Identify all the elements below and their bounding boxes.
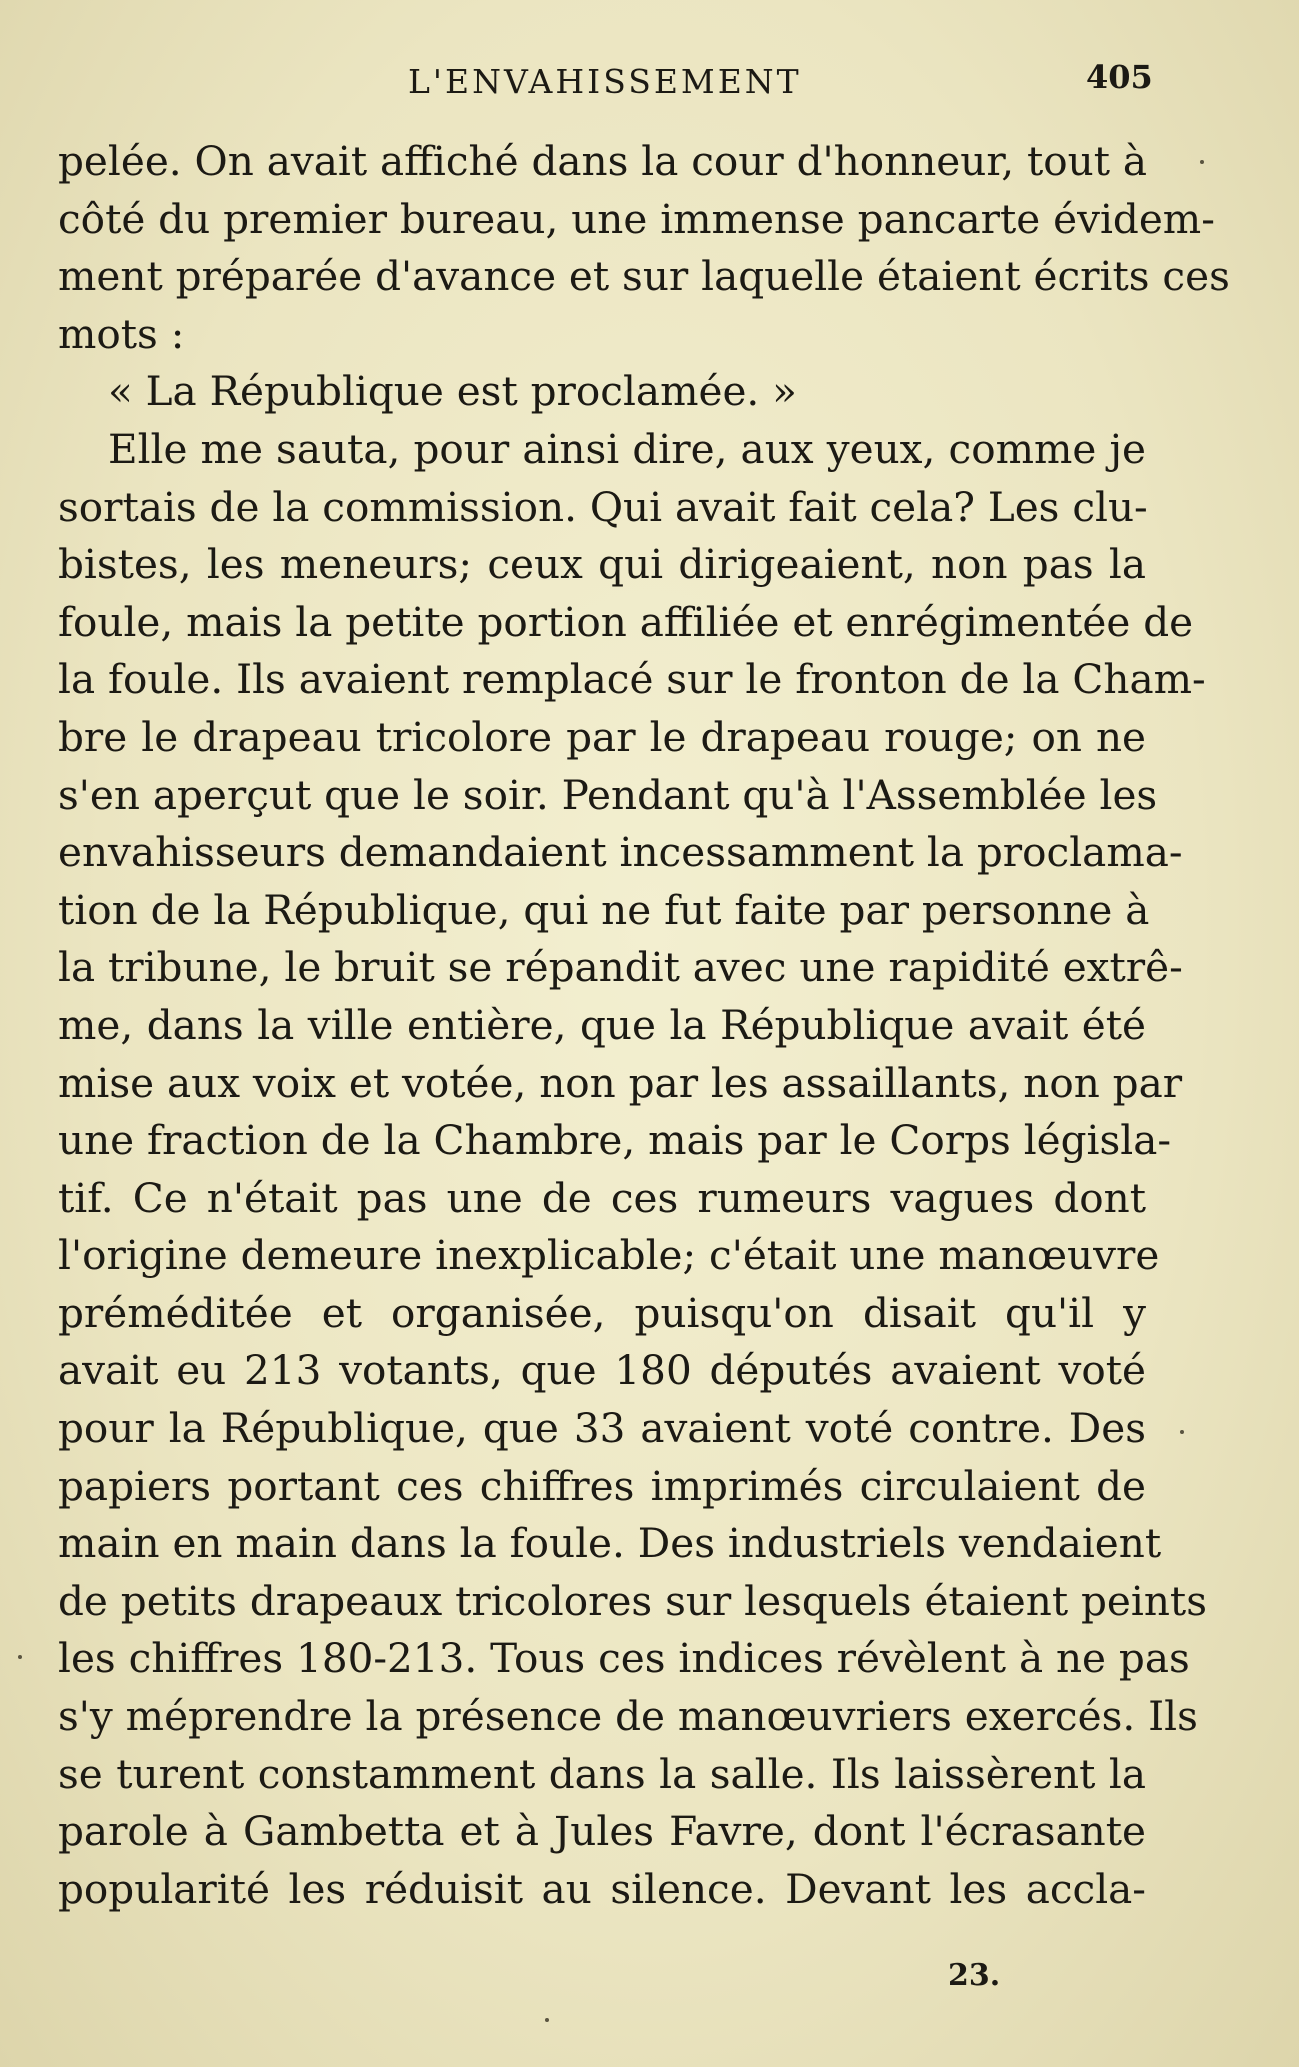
text-line: s'en aperçut que le soir. Pendant qu'à l'Assemblée les xyxy=(58,770,1158,819)
text-line: les chiffres 180-213. Tous ces indices révèlent à ne pas xyxy=(58,1634,1190,1683)
text-line: pour la République, que 33 avaient voté contre. Des xyxy=(58,1404,1146,1453)
paper-speck xyxy=(1180,1430,1184,1434)
text-line: papiers portant ces chiffres imprimés circulaient de xyxy=(58,1461,1146,1510)
quoted-line: « La République est proclamée. » xyxy=(108,367,797,416)
text-line: popularité les réduisit au silence. Devant les accla- xyxy=(58,1864,1146,1913)
text-line: se turent constamment dans la salle. Ils laissèrent la xyxy=(58,1749,1146,1798)
text-line: sortais de la commission. Qui avait fait cela? Les clu- xyxy=(58,482,1148,531)
text-line: tion de la République, qui ne fut faite par personne à xyxy=(58,885,1150,934)
text-line: une fraction de la Chambre, mais par le Corps législa- xyxy=(58,1116,1172,1165)
text-line: ment préparée d'avance et sur laquelle étaient écrits ces xyxy=(58,252,1230,301)
paper-speck xyxy=(1200,160,1204,164)
text-line: parole à Gambetta et à Jules Favre, dont l'écrasante xyxy=(58,1807,1146,1856)
text-line: la foule. Ils avaient remplacé sur le fronton de la Cham- xyxy=(58,655,1206,704)
text-line: me, dans la ville entière, que la République avait été xyxy=(58,1000,1146,1049)
text-line: main en main dans la foule. Des industriels vendaient xyxy=(58,1519,1162,1568)
text-line: la tribune, le bruit se répandit avec une rapidité extrê- xyxy=(58,943,1183,992)
text-line: tif. Ce n'était pas une de ces rumeurs vagues dont xyxy=(58,1173,1146,1222)
paper-speck xyxy=(545,2018,549,2022)
text-line: côté du premier bureau, une immense pancarte évidem- xyxy=(58,194,1215,243)
text-line: bre le drapeau tricolore par le drapeau rouge; on ne xyxy=(58,712,1146,761)
running-title: L'ENVAHISSEMENT xyxy=(408,62,802,101)
page-number: 405 xyxy=(1086,58,1153,96)
paper-speck xyxy=(18,1655,22,1659)
signature-mark: 23. xyxy=(948,1958,1001,1993)
text-line: mise aux voix et votée, non par les assaillants, non par xyxy=(58,1058,1183,1107)
text-line: de petits drapeaux tricolores sur lesquels étaient peints xyxy=(58,1576,1207,1625)
text-line: avait eu 213 votants, que 180 députés avaient voté xyxy=(58,1346,1146,1395)
page-header xyxy=(0,58,1299,108)
text-line: Elle me sauta, pour ainsi dire, aux yeux, comme je xyxy=(108,424,1146,473)
text-line: bistes, les meneurs; ceux qui dirigeaient, non pas la xyxy=(58,540,1146,589)
text-line: s'y méprendre la présence de manœuvriers exercés. Ils xyxy=(58,1692,1198,1741)
text-line: pelée. On avait affiché dans la cour d'honneur, tout à xyxy=(58,137,1148,185)
text-line: préméditée et organisée, puisqu'on disait qu'il y xyxy=(58,1288,1146,1337)
text-line: mots : xyxy=(58,309,185,358)
text-line: l'origine demeure inexplicable; c'était une manœuvre xyxy=(58,1231,1160,1280)
body-text xyxy=(58,133,1230,1918)
text-line: foule, mais la petite portion affiliée et enrégimentée de xyxy=(58,597,1194,646)
text-line: envahisseurs demandaient incessamment la proclama- xyxy=(58,828,1183,877)
